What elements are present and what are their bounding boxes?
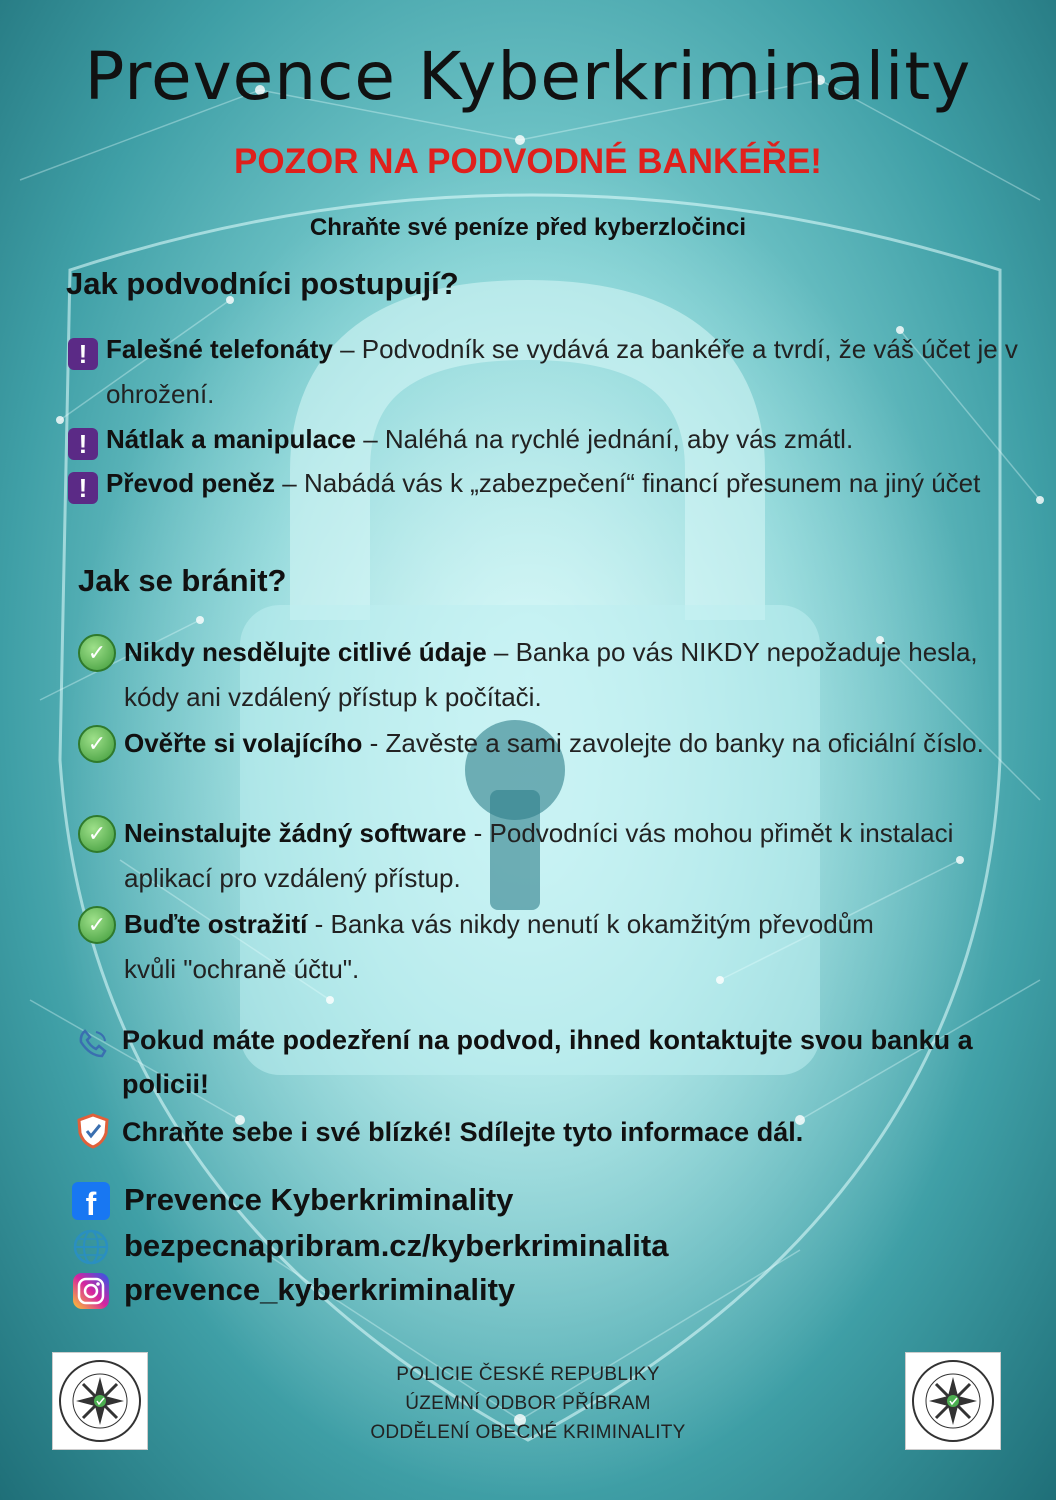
phone-icon bbox=[76, 1026, 110, 1060]
item-text: – Naléhá na rychlé jednání, aby vás zmátl. bbox=[356, 424, 854, 454]
item-title: Buďte ostražití bbox=[124, 909, 308, 939]
item-title: Převod peněz bbox=[106, 468, 276, 498]
item-text: – Banka po vás NIKDY nepožaduje hesla, kódy ani vzdálený přístup k počítači. bbox=[124, 637, 978, 712]
instagram-icon bbox=[72, 1272, 110, 1310]
exclamation-icon: ! bbox=[68, 428, 98, 460]
website-link-text: bezpecnapribram.cz/kyberkriminalita bbox=[124, 1228, 669, 1263]
list-item bbox=[124, 902, 904, 992]
instagram-link-text: prevence_kyberkriminality bbox=[124, 1272, 516, 1307]
checkmark-icon: ✓ bbox=[78, 906, 116, 944]
police-seal-left bbox=[52, 1352, 148, 1450]
list-item bbox=[106, 417, 1041, 462]
shield-icon bbox=[76, 1113, 110, 1149]
checkmark-icon: ✓ bbox=[78, 725, 116, 763]
globe-icon bbox=[72, 1228, 110, 1266]
item-text: - Zavěste a sami zavolejte do banky na oficiální číslo. bbox=[362, 728, 984, 758]
item-title: Nikdy nesdělujte citlivé údaje bbox=[124, 637, 487, 667]
list-item bbox=[106, 327, 1041, 417]
exclamation-icon: ! bbox=[68, 338, 98, 370]
list-item bbox=[124, 630, 1004, 720]
alert-heading: POZOR NA PODVODNÉ BANKÉŘE! bbox=[234, 142, 822, 181]
list-item bbox=[124, 721, 1004, 766]
item-title: Neinstalujte žádný software bbox=[124, 818, 467, 848]
footer-line: POLICIE ČESKÉ REPUBLIKY bbox=[396, 1364, 660, 1385]
footer-line: ODDĚLENÍ OBECNÉ KRIMINALITY bbox=[370, 1422, 686, 1443]
facebook-icon: f bbox=[72, 1182, 110, 1220]
item-title: Nátlak a manipulace bbox=[106, 424, 356, 454]
checkmark-icon: ✓ bbox=[78, 634, 116, 672]
callout-share: Chraňte sebe i své blízké! Sdílejte tyto informace dál. bbox=[122, 1117, 804, 1147]
item-text: - Banka vás nikdy nenutí k okamžitým převodům kvůli "ochraně účtu". bbox=[124, 909, 874, 984]
item-text: – Podvodník se vydává za bankéře a tvrdí, že váš účet je v ohrožení. bbox=[106, 334, 1018, 409]
exclamation-icon: ! bbox=[68, 472, 98, 504]
facebook-link-text: Prevence Kyberkriminality bbox=[124, 1182, 514, 1217]
subtitle: Chraňte své peníze před kyberzločinci bbox=[309, 214, 747, 241]
item-title: Ověřte si volajícího bbox=[124, 728, 363, 758]
footer-line: ÚZEMNÍ ODBOR PŘÍBRAM bbox=[405, 1393, 651, 1414]
list-item bbox=[106, 461, 1041, 506]
item-title: Falešné telefonáty bbox=[106, 334, 333, 364]
checkmark-icon: ✓ bbox=[78, 815, 116, 853]
section-heading-defense: Jak se bránit? bbox=[78, 563, 287, 598]
callout-contact: Pokud máte podezření na podvod, ihned kontaktujte svou banku a policii! bbox=[122, 1025, 973, 1099]
footer bbox=[300, 1360, 756, 1447]
list-item bbox=[124, 811, 1004, 901]
item-text: – Nabádá vás k „zabezpečení“ financí přesunem na jiný účet bbox=[275, 468, 981, 498]
police-seal-right bbox=[905, 1352, 1001, 1450]
section-heading-tactics: Jak podvodníci postupují? bbox=[66, 266, 459, 301]
item-text: - Podvodníci vás mohou přimět k instalaci aplikací pro vzdálený přístup. bbox=[124, 818, 954, 893]
page-title: Prevence Kyberkriminality bbox=[84, 38, 972, 115]
